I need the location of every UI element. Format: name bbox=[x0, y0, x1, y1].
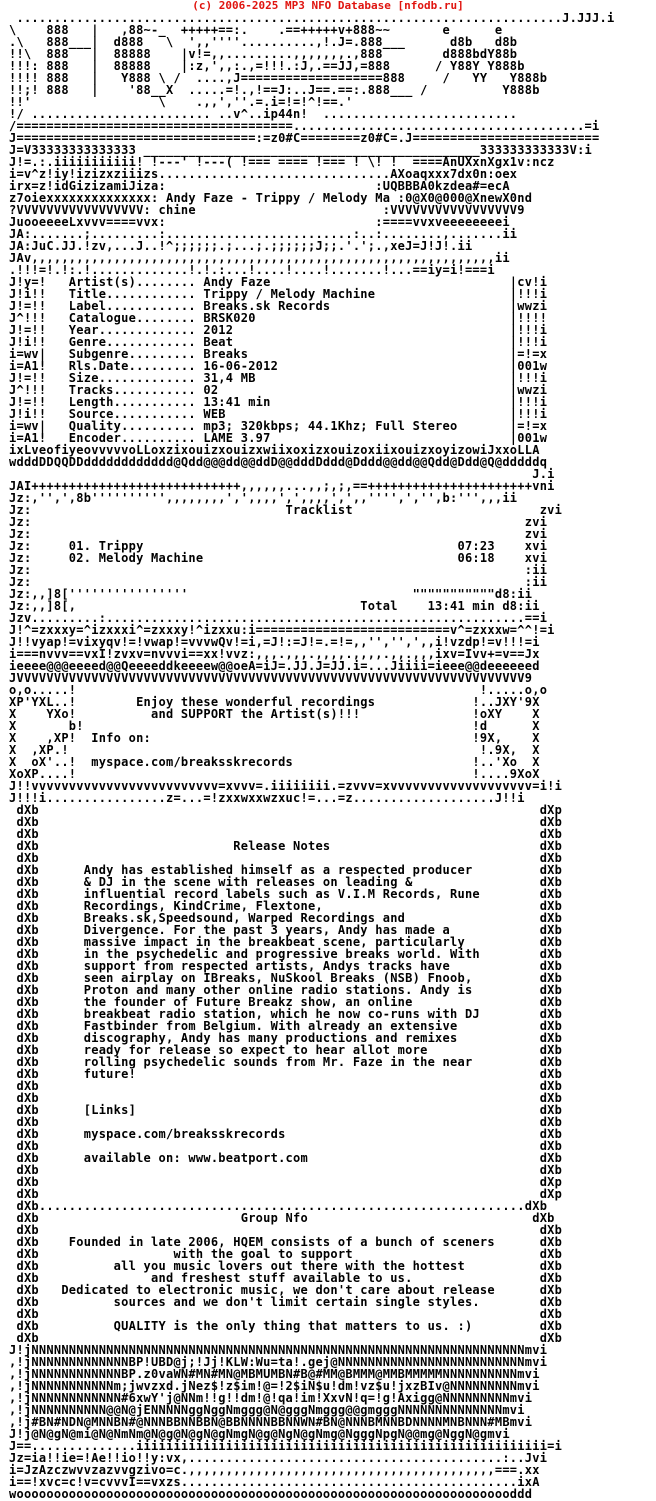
site-banner: (c) 2006-2025 MP3 NFO Database [nfodb.ru] bbox=[192, 0, 464, 12]
support-box: J!^=zxxxy=^izxxxi^=zxxxy!^izxxu:i==========================v^=zxxxw=^^!=i J!!vyap!=vixyqv!=!vwap!=vvvwQv!=i,=J!:=J!=.=!=,,'','',',,i!vzdp!=v!!!=i i===nvvv==vxI!zvxv=nvvvi==xx!vvz:,,,.,,,.,,,,.,,,,.,,.,,,ixv=Ivv+=v==Jx ieeee@@@eeeed@@Qeeeeddkeeeew@@oeA=iJ=.JJ.J=JJ.i=...Jiiii=ieee@@deeeeeed JVVVVVVVVVVVVVVVVVVVVVVVVVVVVVVVVVVVVVVVVVVVVVVVVVVVVVVVVVVVVVVVVVVVV9 o,o.....! !.....o,o XP'YXL..! Enjoy these wonderful recordings !..JXY'9X X YXo! and SUPPORT the Artist(s)!!! !oXY X X b! !d X X ,XP! Info on: !9X, X X ,XP.! !.9X, X X oX'..! myspace.com/breaksskrecords !..'Xo X XoXP....! !....9XoX J!!vvvvvvvvvvvvvvvvvvvvvvvvv=xvvv=.iiiiiiii.=zvvv=xvvvvvvvvvvvvvvvvvvv=i!i J!!!i................z=...=!zxxwxxwzxuc!=...=z...................J!!i bbox=[9, 623, 563, 805]
release-notes: dXb dXp dXb dXb dXb dXb dXb Release Notes dXb dXb dXb dXb Andy has established himself as a respected producer dXb dXb & DJ in the scene with releases on leading & dXb dXb influential record labels such as V.I.M Records, Rune dXb dXb Recordings, KindCrime, Flextone, dXb dXb Breaks.sk,Speedsound, Warped Recordings and dXb dXb Divergence. For the past 3 years, Andy has made a dXb dXb massive impact in the breakbeat scene, particularly dXb dXb in the psychedelic and progressive breaks world. With dXb dXb support from respected artists, Andys tracks have dXb dXb seen airplay on IBreaks, NuSkool Breaks (NSB) Fnoob, dXb dXb Proton and many other online radio stations. Andy is dXb dXb the founder of Future Breakz show, an online dXb dXb breakbeat radio station, which he now co-runs with DJ dXb dXb Fastbinder from Belgium. With already an extensive dXb dXb discography, Andy has many productions and remixes dXb dXb ready for release so expect to hear allot more dXb dXb rolling psychedelic sounds from Mr. Faze in the near dXb dXb future! dXb dXb dXb dXb dXb dXb [Links] dXb dXb dXb dXb myspace.com/breaksskrecords dXb dXb dXb dXb available on: www.beatport.com dXb dXb dXb dXb dXp dXb dXp dXb.................................................................dXb bbox=[16, 803, 563, 1213]
group-nfo: dXb Group Nfo dXb dXb dXb dXb Founded in late 2006, HQEM consists of a bunch of sceners dXb dXb with the goal to support dXb dXb all you music lovers out there with the hottest dXb dXb and freshest stuff available to us. dXb dXb Dedicated to electronic music, we don't care about release dXb dXb sources and we don't limit certain single styles. dXb dXb dXb dXb QUALITY is the only thing that matters to us. :) dXb dXb dXb bbox=[16, 1211, 563, 1345]
nfo-document bbox=[9, 12, 614, 1500]
release-title-block: irx=z!idGizizamiJiza: :UQBBBA0kzdea#=ecA z7oiexxxxxxxxxxxxxx: Andy Faze - Trippy / Melody Ma :0@X0@000@XnewX0nd ?VVVVVVVVVVVVVVVVV: chine :VVVVVVVVVVVVVVVVV9 JuooeeeeLxvvv====vvx: :====vvxveeeeeeeei bbox=[9, 179, 533, 229]
tracklist-heading: Jz: Tracklist zvi bbox=[9, 503, 563, 517]
tracklist: Jz: zvi Jz: zvi Jz: 01. Trippy 07:23 xvi Jz: 02. Melody Machine 06:18 xvi Jz: :ii Jz: :ii Jz:,,]8['''''''''''''''' """""""""""d8:ii Jz:,,]8[, Total 13:41 min d8:ii Jzv.........:........................................................==i bbox=[9, 515, 548, 625]
ascii-art-divider: ixLveofiyeovvvvvoLLoxzixouizxouizxwiixoxizxouizoxiixouizxoyizowiJxxoLLA wdddDDQQDDdddddddddddd@Qdd@@@dd@@ddD@@dddDddd@Dddd@@dd@@Qdd@Ddd@Q@dddddq J.i JAI++++++++++++++++++++++++++++,,,,,,...,,;,;,==++++++++++++++++++++++vni Jz:,'',',8b'''''''''',,,,,,,,',',,,,',',,,,',',,'''',','',b:''',,,ii bbox=[9, 443, 555, 505]
ascii-art-divider: JA:.......;.........:.........................:..:........,.......ii JA:JuC.JJ.!zv,...J..!^;;;;;;.;...;.;;;;;;J;;.'.';.,xeJ=J!J!.ii JAv,,,,,,,,,,,,,,,,,,,,,,,,,,,,,,,,,,,,,,,,,,,,,,,,,,,,,,,,,,,,,,ii .!!!=!.!:.!.............!.!.:...!....!....!.......!...==iy=i!===i bbox=[9, 227, 518, 277]
release-details: J!y=! Artist(s)........ Andy Faze |cv!i J!i!! Title............ Trippy / Melody Machine |!!!i J!=!! Label............ Breaks.sk Records |wwzi J^!!! Catalogue........ BRSK020 |!!!! J!=!! Year............. 2012 |!!!i J!i!! Genre............ Beat |!!!i i=wv| Subgenre......... Breaks |=!=x i=A1! Rls.Date......... 16-06-2012 |001w J!=!! Size............. 31,4 MB |!!!i J^!!! Tracks........... 02 |wwzi J!=!! Length........... 13:41 min |!!!i J!i!! Source........... WEB |!!!i i=wv| Quality.......... mp3; 320kbps; 44.1Khz; Full Stereo |=!=x i=A1! Encoder.......... LAME 3.97 |001w bbox=[9, 275, 548, 445]
ascii-art-footer: J!jNNNNNNNNNNNNNNNNNNNNNNNNNNNNNNNNNNNNNNNNNNNNNNNNNNNNNNNNNNNNNNNNNNmvi ,!jNNNNNNNNNNNNNBP!UBD@j;!Jj!KLW:Wu=ta!.gej@NNNNNNNNNNNNNNNNNNNNNNNNNmvi ,!jNNNNNNNNNNNNBP.z0vaWN#MN#MN@MBMUMBN#B@#MM@BMMM@MMBMMMMMNNNNNNNNNNmvi ,!jNNNNNNNNNNNm;jwvzxd.jNez$!z$im!@=!2$iN$u!dm!vz$u!jxzBIv@NNNNNNNNNmvi ,!jNNNNNNNNNNNN#6xwY'j@NNm!!g!!dm!@!qa!im!XxvN!q=!g!Axigg@NNNNNNNNNmvi ,!jNNNNNNNNNN@@N@jENNNNNggNggNmggg@N@gggNmggg@@gmgggNNNNNNNNNNNNNNmvi ,!j#BN#NDN@MNNBN#@NNNBBNNBBN@BBNNNNBBNNWN#BN@NNNBMNNBDNNNNMNBNNN#MBmvi J!j@N@gN@mi@N@NmNm@N@g@N@gN@gNmgN@g@NgN@gNmg@NgggNpgN@@mg@NggN@gmvi J==..............iiiiiiiiiiiiiiiiiiiiiiiiiiiiiiiiiiiiiiiiiiiiiiiiiiiiiii=i Jz=ia!!ie=!Ae!!io!!y:vx,..........................................:..Jvi i=JzAzczwvvzazvvgzivo=c.,,,,,,,,,,,,,,,,,,,,,,,,,,,,,,,,,,,,,,,,,===.xx i==!xvc=c!v=cvvvI==vxzs.............................................ixA wooooooooooooooooooooooooooooooooooooooooooooooooooooooooooooooooooddd bbox=[9, 1343, 563, 1501]
ascii-art-logo: .........................................................................J.JJJ.i \ 888 | ,88~-_ +++++==:. .==+++++v+888~~ e e .\ 888___| d888 \ ',,''''..........,!.J=.888___ d8b d8b !!\ 888 | 88888 |v!=,,.........,,,,,,,.,888 d888bdY88b !!!: 888 | 88888 |:z,',,:.,=!!!.:J,.==JJ,=888 / Y88Y Y888b !!!! 888 | Y888 \ / ....,J===================888 / YY Y888b !!;! 888 | '88__X .....=!.,!==J:..J==.==:.888___ / Y888b !!' \ .,,',''.=.i=!=!^!==.' !/ ........................ ..v^..ip44n! .......................... /=====================================.......................................=i J================================:=z0#C========z0#C=.J========================= J=V33333333333333 _____________________________________________333333333333V:i J!=.:.iiiiiiiiiii! !---' !---( !=== ==== !=== ! \! ! ====AnUXxnXgx1v:ncz i=v^z!iy!izizxziiizs...............................AXoaqxxx7dx0n:oex bbox=[9, 11, 615, 181]
